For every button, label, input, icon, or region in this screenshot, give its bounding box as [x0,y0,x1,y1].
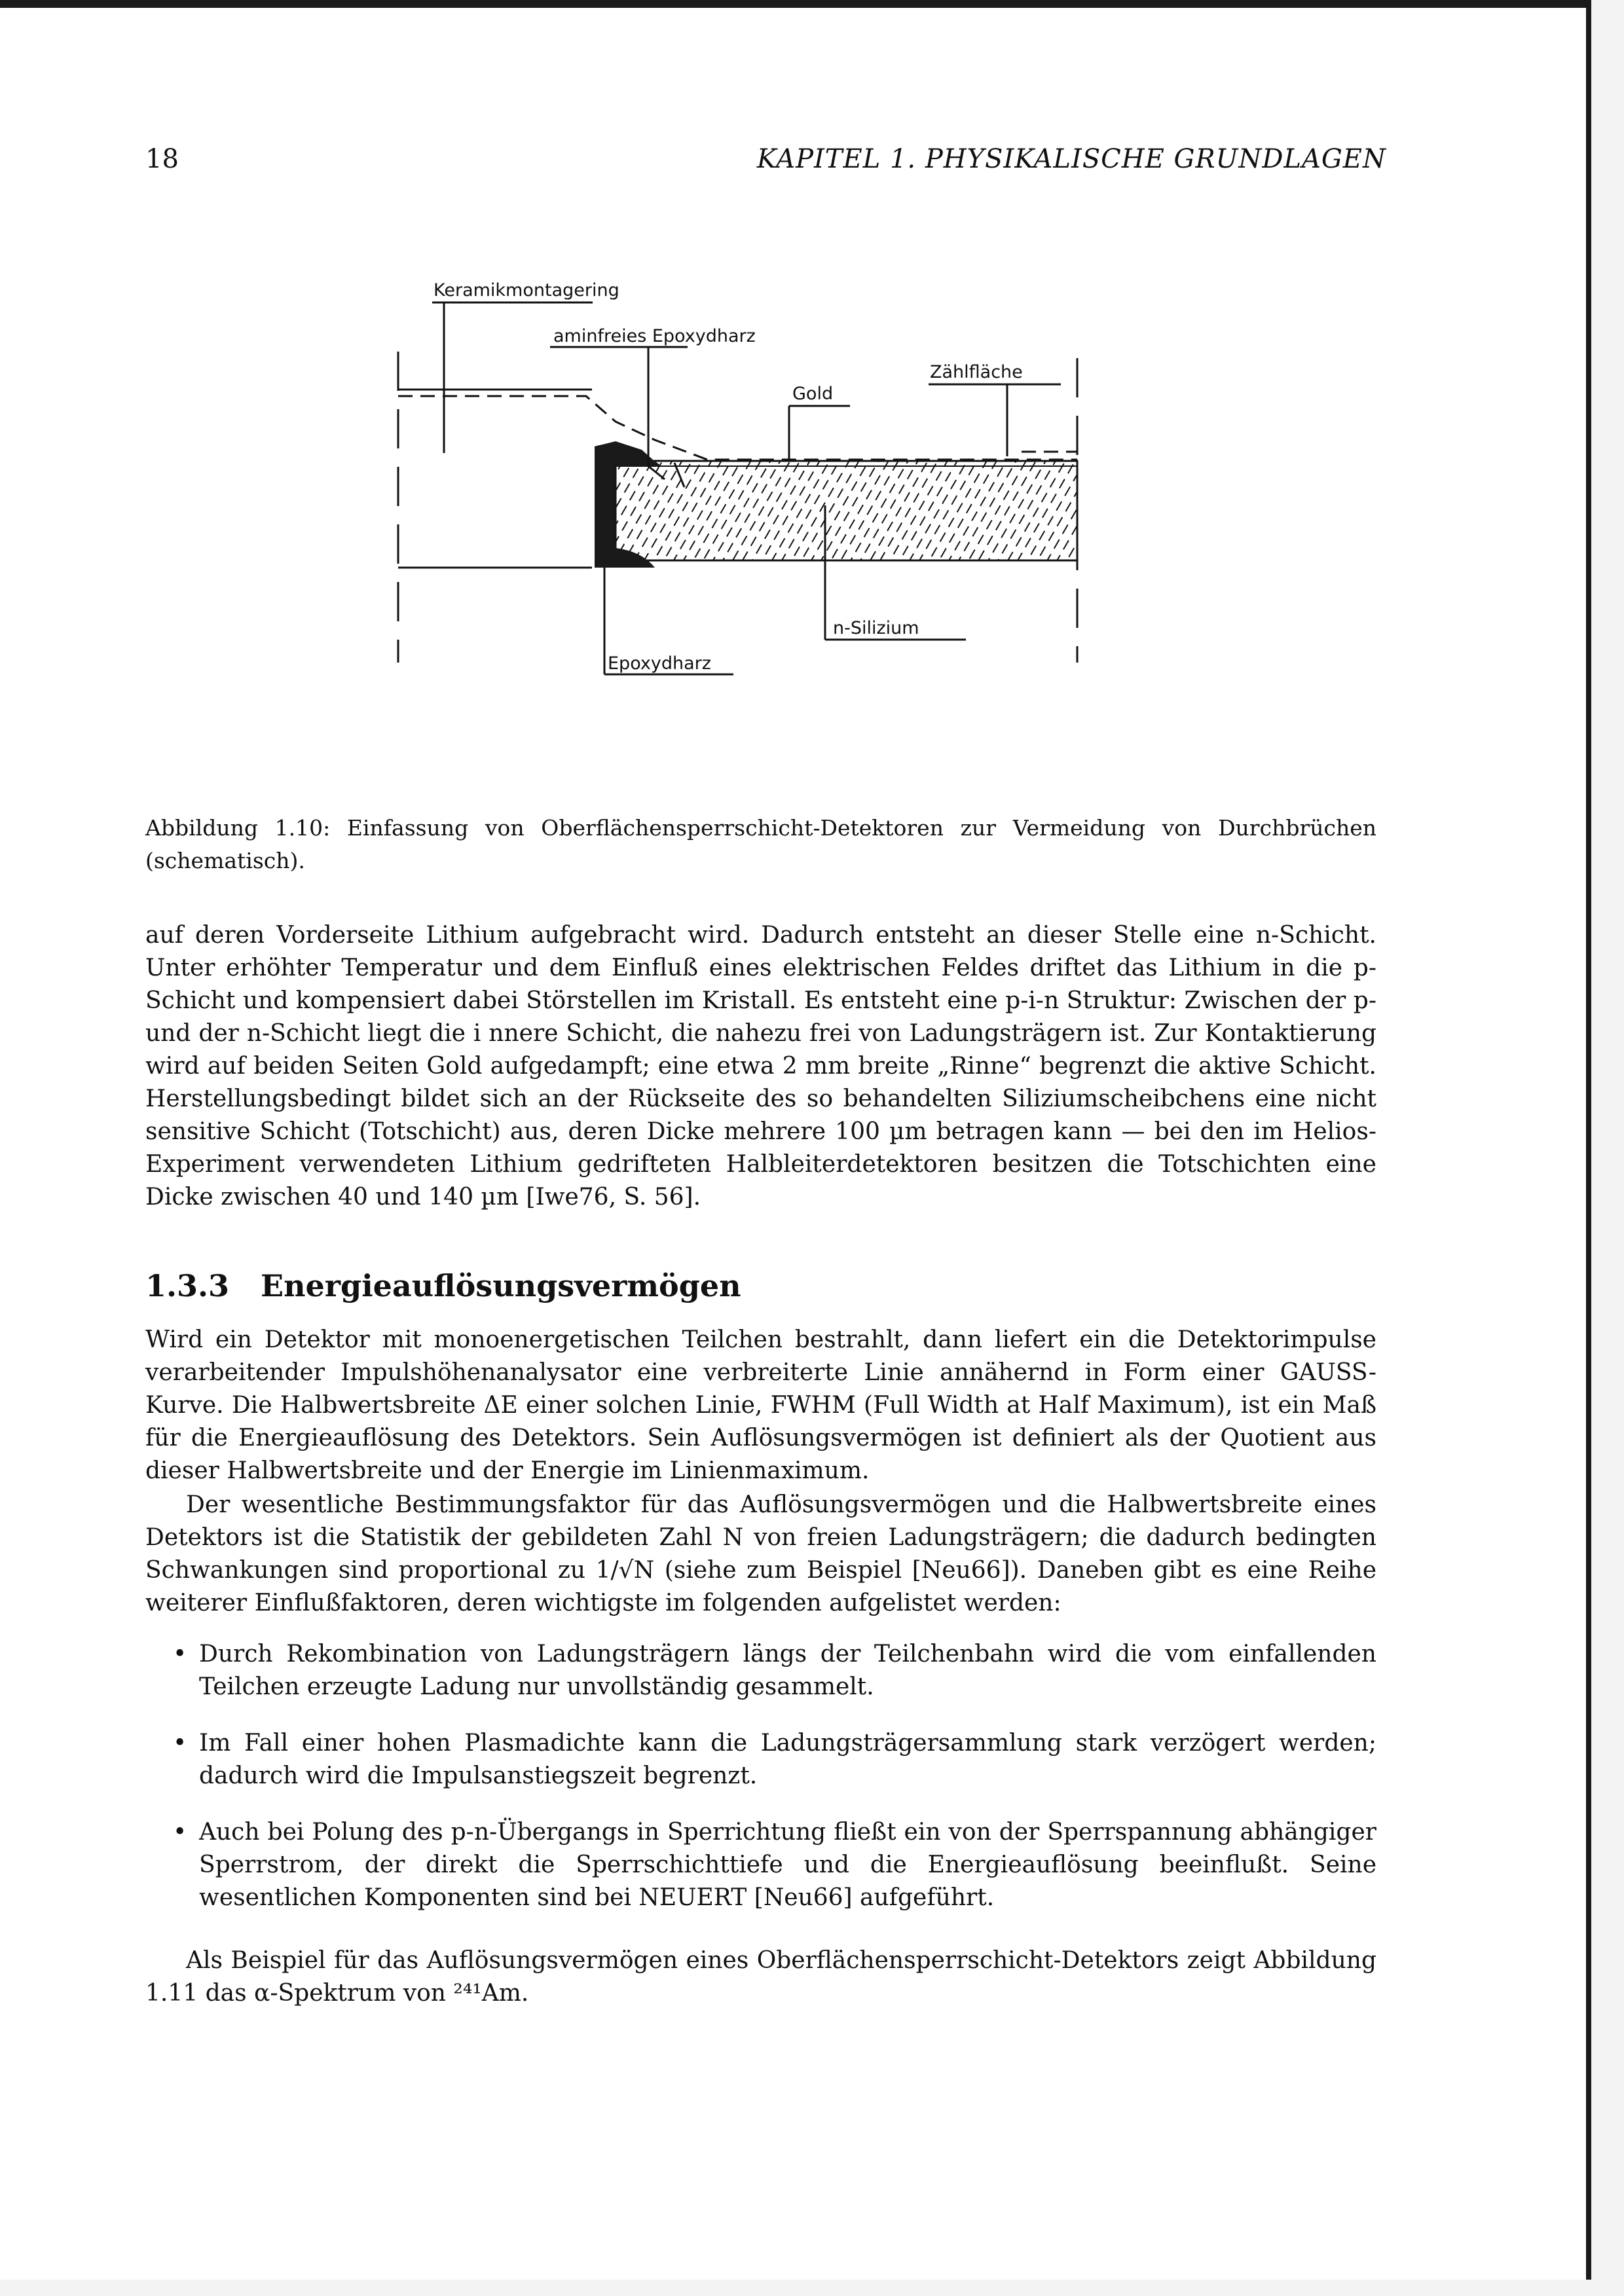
figure-caption [145,812,1376,877]
section-number: 1.3.3 [145,1268,230,1303]
list-item: • Auch bei Polung des p-n-Übergangs in Sperrichtung fließt ein von der Sperrspannung abhängiger Sperrstrom, der direkt die Sperrschichttiefe und die Energieauflösung beeinflußt. Seine wesentlichen Komponenten sind bei NEUERT [Neu66] aufgeführt. [145,1816,1376,1914]
paragraph-energy-resolution: Wird ein Detektor mit monoenergetischen Teilchen bestrahlt, dann liefert ein die Detektorimpulse verarbeitender Impulshöhenanalysator eine verbreiterte Linie annähernd in Form einer GAUSS-Kurve. Die Halbwertsbreite ΔE einer solchen Linie, FWHM (Full Width at Half Maximum), ist ein Maß für die Energieauflösung des Detektors. Sein Auflösungsvermögen ist definiert als der Quotient aus dieser Halbwertsbreite und der Energie im Linienmaximum. [145,1326,1376,1484]
label-ceramic-ring: Keramikmontagering [434,280,619,301]
label-gold: Gold [792,384,834,404]
caption-label: Abbildung 1.10: [145,815,331,841]
n-silicon-body [616,461,1077,560]
page-number: 18 [145,144,179,174]
paragraph-am241-example: Als Beispiel für das Auflösungsvermögen eines Oberflächensperrschicht-Detektors zeigt Abbildung 1.11 das α-Spektrum von ²⁴¹Am. [145,1947,1376,2007]
label-counting-area: Zählfläche [930,362,1023,382]
running-header: KAPITEL 1. PHYSIKALISCHE GRUNDLAGEN [756,144,1386,174]
detector-diagram [367,270,1100,689]
list-item: • Im Fall einer hohen Plasmadichte kann die Ladungsträgersammlung stark verzögert werden; dadurch wird die Impulsanstiegszeit begrenzt. [145,1727,1376,1793]
section-heading [145,1268,741,1303]
label-n-silicon: n-Silizium [833,618,919,638]
influence-factor-list [145,1638,1376,1938]
label-amine-free-epoxy: aminfreies Epoxydharz [553,326,756,346]
section-title: Energieauflösungsvermögen [261,1268,741,1303]
list-item: • Durch Rekombination von Ladungsträgern längs der Teilchenbahn wird die vom einfallenden Teilchen erzeugte Ladung nur unvollständig gesammelt. [145,1638,1376,1704]
paragraph-statistics: Der wesentliche Bestimmungsfaktor für das Auflösungsvermögen und die Halbwertsbreite eines Detektors ist die Statistik der gebildeten Zahl N von freien Ladungsträgern; die dadurch bedingten Schwankungen sind proportional zu 1/√N (siehe zum Beispiel [Neu66]). Daneben gibt es eine Reihe weiterer Einflußfaktoren, deren wichtigste im folgenden aufgelistet werden: [145,1491,1376,1616]
caption-text: Einfassung von Oberflächensperrschicht-Detektoren zur Vermeidung von Durchbrüchen (schematisch). [145,815,1376,873]
label-epoxy: Epoxydharz [608,653,711,674]
paragraph-lithium-drift: auf deren Vorderseite Lithium aufgebracht wird. Dadurch entsteht an dieser Stelle eine n-Schicht. Unter erhöhter Temperatur und dem Einfluß eines elektrischen Feldes driftet das Lithium in die p-Schicht und kompensiert dabei Störstellen im Kristall. Es entsteht eine p-i-n Struktur: Zwischen der p- und der n-Schicht liegt die i nnere Schicht, die nahezu frei von Ladungsträgern ist. Zur Kontaktierung wird auf beiden Seiten Gold aufgedampft; eine etwa 2 mm breite „Rinne“ begrenzt die aktive Schicht. Herstellungsbedingt bildet sich an der Rückseite des so behandelten Siliziumscheibchens eine nicht sensitive Schicht (Totschicht) aus, deren Dicke mehrere 100 µm betragen kann — bei den im Helios-Experiment verwendeten Lithium gedrifteten Halbleiterdetektoren besitzen die Totschichten eine Dicke zwischen 40 und 140 µm [Iwe76, S. 56]. [145,922,1376,1211]
